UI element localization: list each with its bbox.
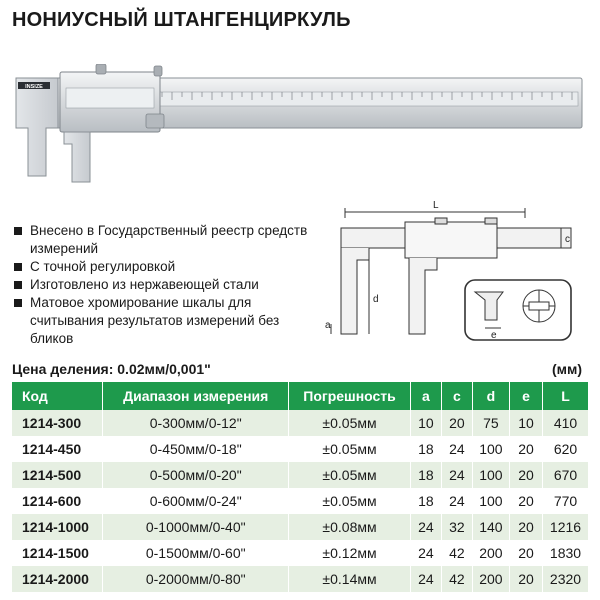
brand-mark: INSIZE xyxy=(25,84,43,90)
table-row xyxy=(12,462,588,488)
label-e: e xyxy=(491,330,497,341)
cell-accuracy: ±0.08мм xyxy=(289,514,411,540)
cell-a: 24 xyxy=(410,566,441,592)
cell-d: 75 xyxy=(472,410,509,436)
cell-a: 18 xyxy=(410,436,441,462)
cell-code: 1214-1500 xyxy=(12,540,103,566)
header-range: Диапазон измерения xyxy=(103,382,289,410)
table-row xyxy=(12,540,588,566)
cell-d: 100 xyxy=(472,462,509,488)
feature-item: Изготовлено из нержавеющей стали xyxy=(14,276,314,294)
cell-L: 620 xyxy=(543,436,588,462)
cell-range: 0-2000мм/0-80" xyxy=(103,566,289,592)
cell-accuracy: ±0.05мм xyxy=(289,410,411,436)
bullet-icon xyxy=(14,299,22,307)
header-code: Код xyxy=(12,382,103,410)
cell-c: 24 xyxy=(441,436,472,462)
cell-a: 24 xyxy=(410,540,441,566)
cell-d: 100 xyxy=(472,488,509,514)
cell-c: 42 xyxy=(441,540,472,566)
label-c: c xyxy=(565,234,570,245)
header-c: c xyxy=(441,382,472,410)
cell-range: 0-1500мм/0-60" xyxy=(103,540,289,566)
bullet-icon xyxy=(14,263,22,271)
dimension-diagram xyxy=(325,196,585,348)
cell-c: 24 xyxy=(441,488,472,514)
table-row xyxy=(12,436,588,462)
cell-c: 24 xyxy=(441,462,472,488)
header-a: a xyxy=(410,382,441,410)
label-a: a xyxy=(325,320,331,331)
cell-e: 20 xyxy=(509,566,542,592)
header-L: L xyxy=(543,382,588,410)
cell-L: 670 xyxy=(543,462,588,488)
cell-code: 1214-600 xyxy=(12,488,103,514)
cell-e: 20 xyxy=(509,462,542,488)
cell-code: 1214-1000 xyxy=(12,514,103,540)
cell-code: 1214-300 xyxy=(12,410,103,436)
feature-list xyxy=(14,222,314,348)
cell-code: 1214-450 xyxy=(12,436,103,462)
header-e: e xyxy=(509,382,542,410)
cell-a: 24 xyxy=(410,514,441,540)
feature-item: С точной регулировкой xyxy=(14,258,314,276)
cell-range: 0-450мм/0-18" xyxy=(103,436,289,462)
cell-d: 140 xyxy=(472,514,509,540)
cell-a: 18 xyxy=(410,488,441,514)
cell-a: 18 xyxy=(410,462,441,488)
bullet-icon xyxy=(14,227,22,235)
cell-c: 32 xyxy=(441,514,472,540)
label-L: L xyxy=(433,200,439,211)
table-row xyxy=(12,488,588,514)
cell-d: 200 xyxy=(472,540,509,566)
cell-a: 10 xyxy=(410,410,441,436)
header-accuracy: Погрешность xyxy=(289,382,411,410)
table-row xyxy=(12,514,588,540)
units-label: (мм) xyxy=(551,361,582,377)
cell-range: 0-300мм/0-12" xyxy=(103,410,289,436)
cell-L: 410 xyxy=(543,410,588,436)
cell-accuracy: ±0.12мм xyxy=(289,540,411,566)
cell-d: 200 xyxy=(472,566,509,592)
cell-accuracy: ±0.05мм xyxy=(289,462,411,488)
cell-accuracy: ±0.05мм xyxy=(289,488,411,514)
cell-d: 100 xyxy=(472,436,509,462)
table-row xyxy=(12,566,588,592)
cell-range: 0-1000мм/0-40" xyxy=(103,514,289,540)
label-d: d xyxy=(373,294,379,305)
table-header-row xyxy=(12,382,588,410)
cell-code: 1214-2000 xyxy=(12,566,103,592)
cell-range: 0-600мм/0-24" xyxy=(103,488,289,514)
table-row xyxy=(12,410,588,436)
cell-L: 2320 xyxy=(543,566,588,592)
cell-accuracy: ±0.05мм xyxy=(289,436,411,462)
cell-accuracy: ±0.14мм xyxy=(289,566,411,592)
cell-e: 20 xyxy=(509,540,542,566)
cell-L: 1216 xyxy=(543,514,588,540)
cell-L: 770 xyxy=(543,488,588,514)
cell-e: 20 xyxy=(509,488,542,514)
cell-code: 1214-500 xyxy=(12,462,103,488)
cell-e: 20 xyxy=(509,514,542,540)
page-title: НОНИУСНЫЙ ШТАНГЕНЦИРКУЛЬ xyxy=(12,9,351,31)
specs-table xyxy=(12,382,588,592)
bullet-icon xyxy=(14,281,22,289)
cell-e: 10 xyxy=(509,410,542,436)
cell-c: 20 xyxy=(441,410,472,436)
caliper-image xyxy=(8,64,596,204)
cell-e: 20 xyxy=(509,436,542,462)
cell-range: 0-500мм/0-20" xyxy=(103,462,289,488)
feature-item: Матовое хромирование шкалы для считывания результатов измерений без бликов xyxy=(14,294,314,348)
cell-L: 1830 xyxy=(543,540,588,566)
feature-item: Внесено в Государственный реестр средств измерений xyxy=(14,222,314,258)
division-value: Цена деления: 0.02мм/0,001" xyxy=(12,361,211,377)
cell-c: 42 xyxy=(441,566,472,592)
header-d: d xyxy=(472,382,509,410)
